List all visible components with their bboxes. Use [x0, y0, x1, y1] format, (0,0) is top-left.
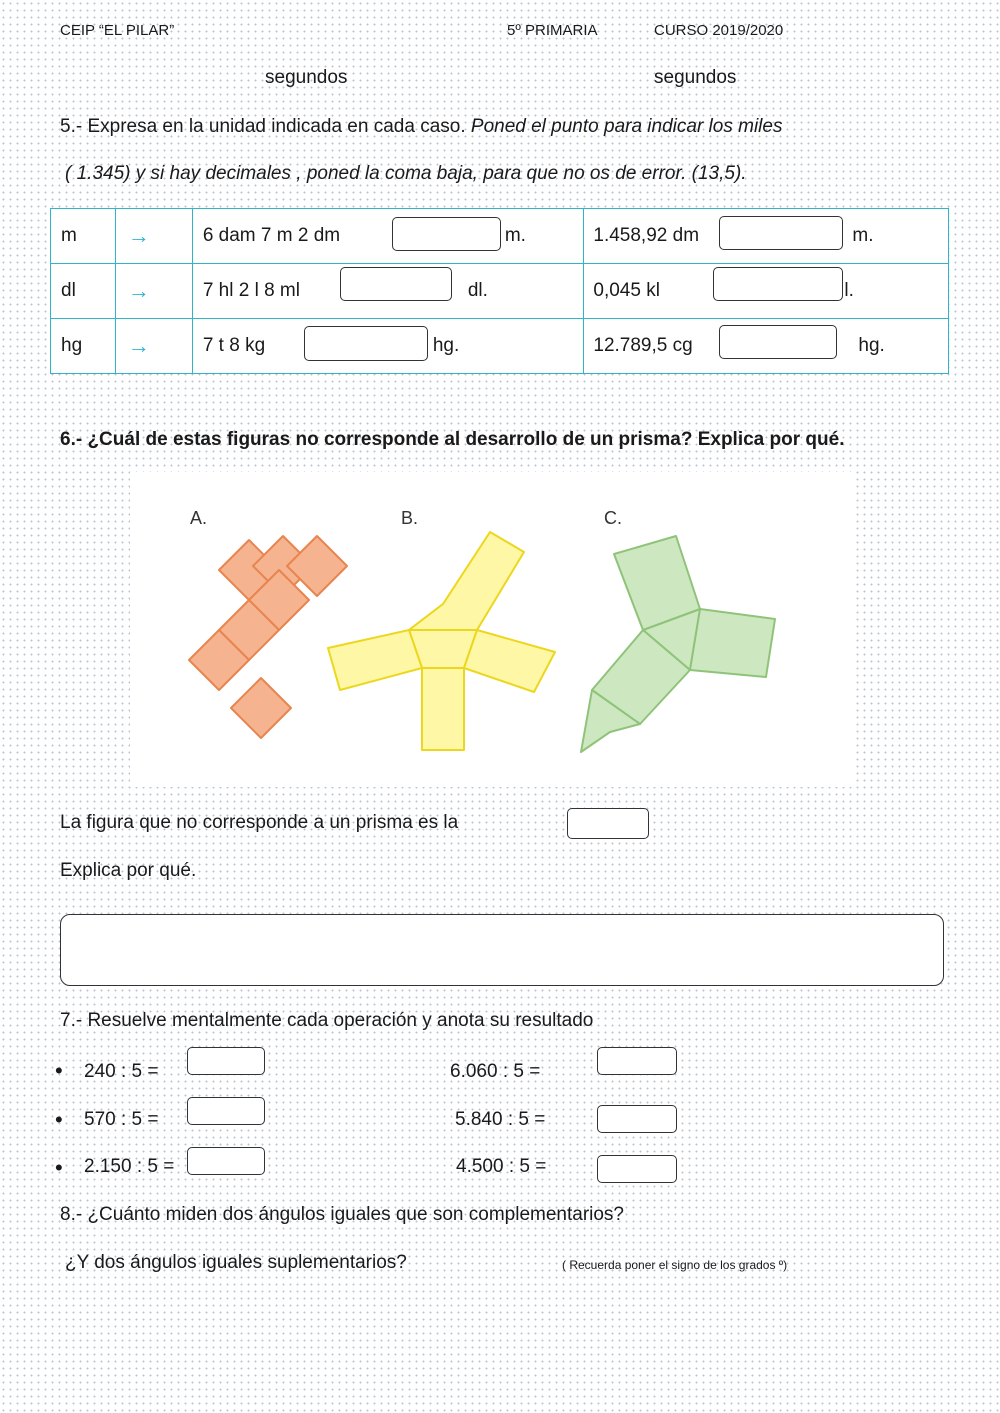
table-row [51, 209, 949, 264]
ex6-answer-prompt: La figura que no corresponde a un prisma es la [60, 812, 459, 833]
grade-label: 5º PRIMARIA [507, 22, 598, 39]
unit-label: hg [61, 335, 83, 356]
target-unit: l. [844, 280, 854, 301]
ex5-instruction: 5.- Expresa en la unidad indicada en cada caso. [60, 116, 466, 137]
target-unit: hg. [432, 335, 460, 356]
operation-left-1: 240 : 5 = [84, 1061, 159, 1082]
ex5-note-italic: Poned el punto para indicar los miles [470, 116, 783, 137]
answer-box[interactable] [392, 217, 501, 251]
quantity-1: 7 t 8 kg [202, 335, 266, 356]
ex8-note: ( Recuerda poner el signo de los grados º) [562, 1258, 788, 1272]
explanation-box[interactable] [60, 914, 944, 986]
answer-box[interactable] [187, 1147, 265, 1175]
label-b: B. [401, 508, 419, 528]
operation-left-3: 2.150 : 5 = [84, 1156, 175, 1177]
unit-label: dl [61, 280, 76, 301]
unit-label: m [61, 225, 77, 246]
net-c [581, 536, 775, 752]
label-c: C. [604, 508, 622, 528]
net-a [189, 536, 347, 738]
target-unit: dl. [467, 280, 488, 301]
ex5-instruction-line2: ( 1.345) y si hay decimales , poned la coma baja, para que no os de error. (13,5). [65, 163, 747, 184]
ex6-question: 6.- ¿Cuál de estas figuras no corresponde al desarrollo de un prisma? Explica por qué. [60, 429, 845, 450]
answer-box[interactable] [713, 267, 843, 301]
arrow-icon: → [127, 333, 150, 358]
figure-answer-box[interactable] [567, 808, 649, 839]
target-unit: hg. [858, 335, 885, 356]
prism-nets-svg [130, 472, 854, 787]
answer-box[interactable] [340, 267, 452, 301]
answer-box[interactable] [719, 325, 837, 359]
quantity-2: 0,045 kl [593, 280, 660, 301]
operation-right-2: 5.840 : 5 = [455, 1109, 546, 1130]
quantity-2: 12.789,5 cg [593, 335, 693, 356]
ex5-instruction-line1 [60, 116, 782, 138]
arrow-icon: → [127, 278, 150, 303]
answer-box[interactable] [597, 1105, 677, 1133]
quantity-2: 1.458,92 dm [593, 225, 700, 246]
bullet: • [55, 1107, 63, 1132]
net-b [328, 532, 555, 750]
operation-left-2: 570 : 5 = [84, 1109, 159, 1130]
target-unit: m. [852, 225, 874, 246]
label-a: A. [190, 508, 208, 528]
bullet: • [55, 1155, 63, 1180]
operation-right-3: 4.500 : 5 = [456, 1156, 547, 1177]
course-label: CURSO 2019/2020 [654, 22, 784, 39]
target-unit: m. [504, 225, 526, 246]
ex8-question-2: ¿Y dos ángulos iguales suplementarios? [65, 1252, 407, 1273]
ex7-title: 7.- Resuelve mentalmente cada operación y anota su resultado [60, 1010, 594, 1031]
operation-right-1: 6.060 : 5 = [450, 1061, 541, 1082]
ex8-question-1: 8.- ¿Cuánto miden dos ángulos iguales que son complementarios? [60, 1204, 624, 1225]
top-word-left: segundos [265, 67, 348, 88]
quantity-1: 6 dam 7 m 2 dm [202, 225, 341, 246]
answer-box[interactable] [597, 1047, 677, 1075]
prism-nets-figure [130, 472, 854, 787]
quantity-1: 7 hl 2 l 8 ml [202, 280, 300, 301]
school-name: CEIP “EL PILAR” [60, 22, 175, 39]
arrow-icon: → [127, 223, 150, 248]
table-row [51, 319, 949, 374]
answer-box[interactable] [187, 1047, 265, 1075]
answer-box[interactable] [187, 1097, 265, 1125]
table-row [51, 264, 949, 319]
answer-box[interactable] [719, 216, 843, 250]
top-word-right: segundos [654, 67, 737, 88]
bullet: • [55, 1058, 63, 1083]
conversion-table [50, 208, 949, 374]
answer-box[interactable] [304, 326, 428, 361]
answer-box[interactable] [597, 1155, 677, 1183]
ex6-explain-prompt: Explica por qué. [60, 860, 197, 881]
